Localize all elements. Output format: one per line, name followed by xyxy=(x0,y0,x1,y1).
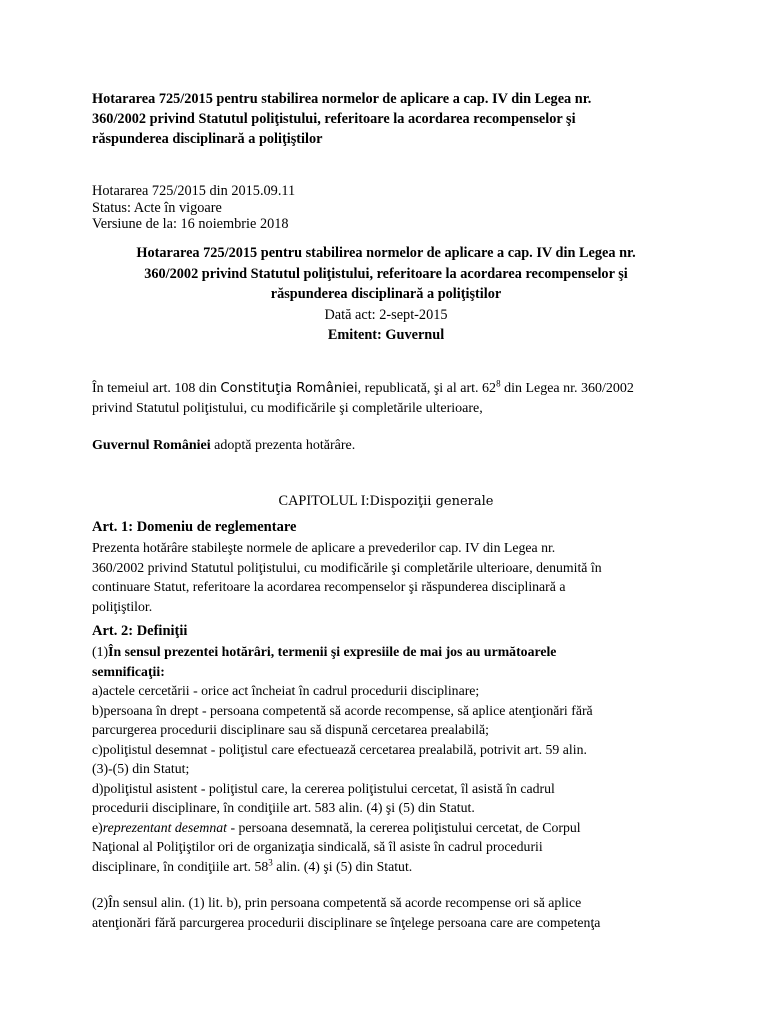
act-issuer: Emitent: Guvernul xyxy=(327,327,445,343)
article-line: Prezenta hotărâre stabileşte normele de aplicare a prevederilor cap. IV din Legea nr. xyxy=(92,540,556,555)
title-line: Hotararea 725/2015 pentru stabilirea normelor de aplicare a cap. IV din Legea nr. xyxy=(92,91,592,107)
article-line: continuare Statut, referitoare la acordarea recompenselor şi răspunderea disciplinară a xyxy=(92,579,566,594)
definitions-lead: semnificaţii: xyxy=(92,663,165,679)
superscript: 3 xyxy=(268,856,273,867)
title-line: 360/2002 privind Statutul poliţistului, referitoare la acordarea recompenselor şi xyxy=(144,265,628,282)
article-line: atenţionări fără parcurgerea procedurii disciplinare se înţelege persoana care are competenţa xyxy=(92,915,601,930)
adoption-paragraph xyxy=(92,436,680,456)
article-1-body xyxy=(92,538,680,616)
document-page xyxy=(92,0,680,1024)
definition-item-b: parcurgerea procedurii disciplinare sau să dispună cercetarea prealabilă; xyxy=(92,722,489,737)
definition-item-e: - persoana desemnată, la cererea poliţistului cercetat, de Corpul xyxy=(227,819,581,835)
article-2-body xyxy=(92,642,680,876)
chapter-label: CAPITOLUL I: xyxy=(278,493,370,509)
defined-term: reprezentant desemnat xyxy=(102,819,227,835)
definition-item-e: Naţional al Poliţiştilor ori de organizaţia sindicală, să îl asiste în cadrul procedurii xyxy=(92,839,543,854)
act-reference: Hotararea 725/2015 din 2015.09.11 xyxy=(92,183,296,199)
constitution-link[interactable]: Constituţia României xyxy=(220,381,358,396)
definitions-lead: În sensul prezentei hotărâri, termenii şi expresiile de mai jos au următoarele xyxy=(108,644,557,659)
preamble-paragraph xyxy=(92,379,680,418)
title-line: Hotararea 725/2015 pentru stabilirea normelor de aplicare a cap. IV din Legea nr. xyxy=(136,245,636,261)
act-version: Versiune de la: 16 noiembrie 2018 xyxy=(92,216,289,232)
definition-item-e: disciplinare, în condiţiile art. 58 xyxy=(92,858,269,874)
chapter-heading xyxy=(92,491,680,512)
act-date: Dată act: 2-sept-2015 xyxy=(324,307,448,323)
definition-item-e: alin. (4) şi (5) din Statut. xyxy=(272,858,413,874)
preamble-text: , republicată, şi al art. 62 xyxy=(357,381,497,396)
article-2-heading: Art. 2: Definiţii xyxy=(92,623,188,639)
article-1-heading: Art. 1: Domeniu de reglementare xyxy=(92,519,297,535)
definition-item-d: procedurii disciplinare, în condiţiile art. 583 alin. (4) şi (5) din Statut. xyxy=(92,800,475,815)
adoption-text: adoptă prezenta hotărâre. xyxy=(210,438,356,453)
definition-item-c: c)poliţistul desemnat - poliţistul care efectuează cercetarea prealabilă, potrivit art. 59 alin. xyxy=(92,741,587,757)
paragraph-number: (1) xyxy=(92,644,109,659)
definition-item-d: d)poliţistul asistent - poliţistul care, la cererea poliţistului cercetat, îl asistă în cadrul xyxy=(92,780,555,796)
title-line: răspunderea disciplinară a poliţiştilor xyxy=(270,286,502,302)
title-line: răspunderea disciplinară a poliţiştilor xyxy=(92,131,323,147)
title-line: 360/2002 privind Statutul poliţistului, referitoare la acordarea recompenselor şi xyxy=(92,111,576,127)
preamble-text: din Legea nr. 360/2002 xyxy=(500,381,634,396)
article-line: 360/2002 privind Statutul poliţistului, cu modificările şi completările ulterioare, denumită în xyxy=(92,559,602,575)
definition-item-a: a)actele cercetării - orice act încheiat în cadrul procedurii disciplinare; xyxy=(92,683,480,698)
act-title-centered xyxy=(92,243,680,305)
superscript: 8 xyxy=(496,378,501,389)
chapter-title: Dispoziţii generale xyxy=(369,494,494,509)
definition-item-e: e) xyxy=(92,819,103,835)
document-metadata xyxy=(92,183,680,233)
government-name: Guvernul României xyxy=(92,438,211,453)
article-line: (2)În sensul alin. (1) lit. b), prin persoana competentă să acorde recompense ori să aplice xyxy=(92,895,582,910)
document-title xyxy=(92,89,680,149)
act-status: Status: Acte în vigoare xyxy=(92,199,222,216)
preamble-text: În temeiul art. 108 din xyxy=(92,381,221,396)
definition-item-b: b)persoana în drept - persoana competentă să acorde recompense, să aplice atenţionări fără xyxy=(92,702,593,718)
article-2-paragraph-2 xyxy=(92,893,680,933)
preamble-line: privind Statutul poliţistului, cu modificările şi completările ulterioare, xyxy=(92,400,483,416)
article-line: poliţiştilor. xyxy=(92,598,153,614)
definition-item-c: (3)-(5) din Statut; xyxy=(92,761,190,776)
